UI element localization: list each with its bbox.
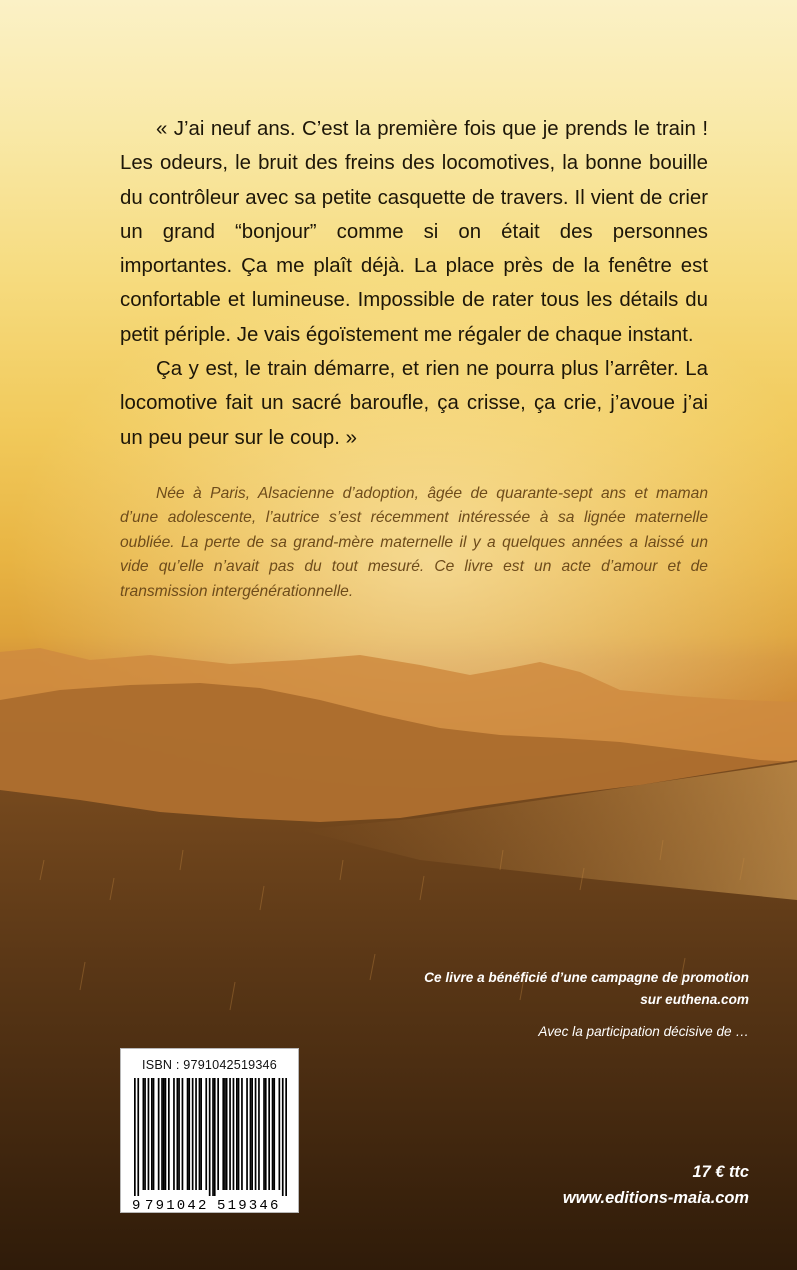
barcode-bar [165,1078,167,1190]
barcode-bar [251,1078,253,1190]
barcode-bar [273,1078,275,1190]
barcode-bar [233,1078,235,1190]
barcode-bar [134,1078,136,1196]
barcode-bar [205,1078,207,1190]
publisher-website: www.editions-maia.com [562,1189,749,1207]
barcode-digits-right: 519346 [217,1198,281,1212]
barcode-bar [148,1078,150,1190]
promo-line-2: sur euthena.com [640,992,749,1007]
barcode-bar [214,1078,216,1196]
barcode-bar [177,1078,179,1190]
barcode-bar [258,1078,260,1190]
barcode-bar [153,1078,155,1190]
barcode-bar [209,1078,211,1196]
barcode-bar [279,1078,281,1190]
barcode-bar [187,1078,189,1190]
excerpt-paragraph-1: « J’ai neuf ans. C’est la première fois que je prends le train ! Les odeurs, le bruit des freins des locomotives, la bonne bouille du contrôleur avec sa petite casquette de travers. Il vient de crier un grand “bonjour” comme si on était des personnes importantes. Ça me plaît déjà. La place près de la fenêtre est confortable et lumineuse. Impossible de rater tous les détails du petit périple. Je vais égoïstement me régaler de chaque instant. [120,118,708,346]
barcode-bar [212,1078,214,1196]
barcode-bar [158,1078,160,1190]
barcode-bar [161,1078,163,1190]
barcode-bar [200,1078,202,1190]
barcode-bar [263,1078,265,1190]
barcode-bar [168,1078,170,1190]
price-and-website [449,1159,749,1211]
book-excerpt [120,112,708,455]
barcode-bar [151,1078,153,1190]
barcode-bar [255,1078,257,1190]
author-bio: Née à Paris, Alsacienne d’adoption, âgée de quarante-sept ans et maman d’une adolescente, l’autrice s’est récemment intéressée à sa lignée maternelle oubliée. La perte de sa grand-mère maternelle il y a quelques années a laissé un vide qu’elle n’avait pas du tout mesuré. Ce livre est un acte d’amour et de transmission intergénérationnelle. [120,485,708,600]
barcode-bar [285,1078,287,1196]
barcode-bar [224,1078,226,1190]
barcode-bar [282,1078,284,1196]
barcode-bar [163,1078,165,1190]
barcode-digit-prefix: 9 [132,1198,141,1212]
barcode-bar [143,1078,145,1190]
excerpt-paragraph-2: Ça y est, le train démarre, et rien ne pourra plus l’arrêter. La locomotive fait un sacré baroufle, ça crisse, ça crie, j’avoue j’ai un peu peur sur le coup. » [120,358,708,449]
barcode-bar [137,1078,139,1196]
barcode-bar [265,1078,267,1190]
barcode-bars [121,1049,298,1212]
barcode-bar [246,1078,248,1190]
barcode-bar [229,1078,231,1190]
barcode-bar [195,1078,197,1190]
barcode-bar [222,1078,224,1190]
isbn-barcode [120,1048,299,1213]
promotion-notice [389,967,749,1043]
participation-note: Avec la participation décisive de … [538,1024,749,1039]
barcode-bar [144,1078,146,1190]
barcode-bar [272,1078,274,1190]
isbn-label: ISBN : 9791042519346 [142,1058,277,1072]
barcode-bar [238,1078,240,1190]
barcode-bar [182,1078,184,1190]
barcode-bar [199,1078,201,1190]
promo-line-1: Ce livre a bénéficié d’une campagne de promotion [424,970,749,985]
price: 17 € ttc [692,1163,749,1181]
barcode-bar [226,1078,228,1190]
barcode-bar [178,1078,180,1190]
barcode-bar [188,1078,190,1190]
barcode-bar [217,1078,219,1190]
barcode-bar [173,1078,175,1190]
barcode-bar [268,1078,270,1190]
barcode-digits-left: 791042 [145,1198,209,1212]
barcode-bar [250,1078,252,1190]
barcode-bar [192,1078,194,1190]
barcode-bar [236,1078,238,1190]
barcode-bar [241,1078,243,1190]
